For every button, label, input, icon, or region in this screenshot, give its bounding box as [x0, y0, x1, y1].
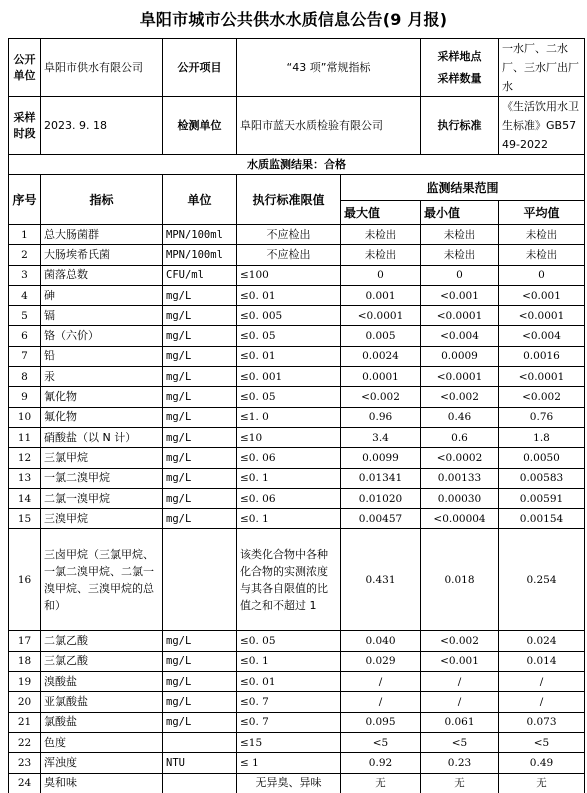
row-avg: 0.00583	[499, 468, 585, 488]
col-limit-header: 执行标准限值	[237, 175, 341, 225]
row-avg: <5	[499, 732, 585, 752]
row-min: 0.00133	[421, 468, 499, 488]
row-min: 0.46	[421, 407, 499, 427]
row-unit: mg/L	[163, 346, 237, 366]
row-indicator: 汞	[41, 367, 163, 387]
row-max: 0.0024	[341, 346, 421, 366]
qty-label: 采样数量	[437, 71, 482, 85]
row-limit: ≤0. 06	[237, 488, 341, 508]
row-max: 0.96	[341, 407, 421, 427]
lab-value: 阜阳市蓝天水质检验有限公司	[237, 97, 421, 155]
row-min: <0.004	[421, 326, 499, 346]
table-row	[9, 672, 585, 692]
row-avg: <0.0001	[499, 367, 585, 387]
row-avg: <0.001	[499, 285, 585, 305]
table-row	[9, 306, 585, 326]
row-avg: 未检出	[499, 225, 585, 245]
water-quality-table	[8, 38, 585, 793]
table-row	[9, 407, 585, 427]
table-row	[9, 529, 585, 631]
row-max: 0	[341, 265, 421, 285]
row-no: 3	[9, 265, 41, 285]
row-limit: ≤0. 7	[237, 692, 341, 712]
col-range-header: 监测结果范围	[341, 175, 585, 201]
row-unit: mg/L	[163, 326, 237, 346]
row-unit: NTU	[163, 753, 237, 773]
col-unit-header: 单位	[163, 175, 237, 225]
row-no: 2	[9, 245, 41, 265]
row-limit: ≤0. 1	[237, 651, 341, 671]
row-limit: ≤0. 1	[237, 509, 341, 529]
row-limit: ≤10	[237, 427, 341, 447]
row-indicator: 氯酸盐	[41, 712, 163, 732]
row-limit: ≤15	[237, 732, 341, 752]
table-row	[9, 387, 585, 407]
row-limit: ≤100	[237, 265, 341, 285]
row-min: <0.0001	[421, 367, 499, 387]
row-min: 未检出	[421, 245, 499, 265]
row-unit: mg/L	[163, 488, 237, 508]
table-row	[9, 732, 585, 752]
page-title: 阜阳市城市公共供水水质信息公告(9 月报)	[139, 10, 448, 29]
row-min: 0.23	[421, 753, 499, 773]
row-avg: 1.8	[499, 427, 585, 447]
row-limit: 不应检出	[237, 245, 341, 265]
row-min: <0.002	[421, 631, 499, 651]
row-max: 0.0099	[341, 448, 421, 468]
row-unit	[163, 732, 237, 752]
row-no: 6	[9, 326, 41, 346]
row-max: 无	[341, 773, 421, 793]
row-no: 8	[9, 367, 41, 387]
row-min: /	[421, 672, 499, 692]
row-no: 11	[9, 427, 41, 447]
row-indicator: 菌落总数	[41, 265, 163, 285]
row-no: 7	[9, 346, 41, 366]
row-limit: ≤0. 05	[237, 387, 341, 407]
table-row	[9, 692, 585, 712]
row-min: <0.0001	[421, 306, 499, 326]
table-row	[9, 448, 585, 468]
row-indicator: 色度	[41, 732, 163, 752]
row-no: 17	[9, 631, 41, 651]
row-min: 0.6	[421, 427, 499, 447]
row-min: 0	[421, 265, 499, 285]
table-row	[9, 468, 585, 488]
row-limit: 无异臭、异味	[237, 773, 341, 793]
row-indicator: 三氯甲烷	[41, 448, 163, 468]
row-no: 22	[9, 732, 41, 752]
result-row	[9, 155, 585, 175]
row-avg: 0	[499, 265, 585, 285]
result-line: 水质监测结果：合格	[9, 155, 585, 175]
project-value: “43 项”常规指标	[237, 39, 421, 97]
row-max: /	[341, 692, 421, 712]
row-max: 3.4	[341, 427, 421, 447]
row-avg: 0.254	[499, 529, 585, 631]
row-limit: ≤0. 1	[237, 468, 341, 488]
row-avg: /	[499, 692, 585, 712]
row-no: 5	[9, 306, 41, 326]
row-avg: <0.0001	[499, 306, 585, 326]
row-max: 0.431	[341, 529, 421, 631]
row-no: 13	[9, 468, 41, 488]
row-indicator: 三氯乙酸	[41, 651, 163, 671]
row-avg: /	[499, 672, 585, 692]
row-max: 0.01020	[341, 488, 421, 508]
row-min: 无	[421, 773, 499, 793]
row-indicator: 镉	[41, 306, 163, 326]
row-limit: ≤0. 001	[237, 367, 341, 387]
row-max: <5	[341, 732, 421, 752]
table-row	[9, 509, 585, 529]
row-avg: <0.004	[499, 326, 585, 346]
row-unit: MPN/100ml	[163, 245, 237, 265]
header-row-1	[9, 175, 585, 201]
row-max: 0.040	[341, 631, 421, 651]
row-min: <0.002	[421, 387, 499, 407]
row-avg: 0.014	[499, 651, 585, 671]
row-min: 0.00030	[421, 488, 499, 508]
table-row	[9, 651, 585, 671]
row-unit: CFU/ml	[163, 265, 237, 285]
row-max: 0.029	[341, 651, 421, 671]
row-indicator: 臭和味	[41, 773, 163, 793]
row-indicator: 铅	[41, 346, 163, 366]
row-limit: ≤ 1	[237, 753, 341, 773]
row-max: 0.005	[341, 326, 421, 346]
row-min: <0.00004	[421, 509, 499, 529]
time-label: 采样时段	[9, 97, 41, 155]
row-unit: mg/L	[163, 651, 237, 671]
row-indicator: 三溴甲烷	[41, 509, 163, 529]
row-max: 0.92	[341, 753, 421, 773]
row-min: <5	[421, 732, 499, 752]
row-max: 0.0001	[341, 367, 421, 387]
row-indicator: 二氯乙酸	[41, 631, 163, 651]
row-no: 9	[9, 387, 41, 407]
lab-label: 检测单位	[163, 97, 237, 155]
row-avg: 0.00591	[499, 488, 585, 508]
row-min: /	[421, 692, 499, 712]
project-label: 公开项目	[163, 39, 237, 97]
row-min: 未检出	[421, 225, 499, 245]
row-unit: mg/L	[163, 427, 237, 447]
row-min: 0.0009	[421, 346, 499, 366]
row-no: 14	[9, 488, 41, 508]
table-row	[9, 427, 585, 447]
row-min: <0.001	[421, 651, 499, 671]
row-limit: ≤1. 0	[237, 407, 341, 427]
table-row	[9, 265, 585, 285]
row-no: 21	[9, 712, 41, 732]
row-indicator: 一氯二溴甲烷	[41, 468, 163, 488]
row-avg: 0.76	[499, 407, 585, 427]
table-row	[9, 285, 585, 305]
row-indicator: 亚氯酸盐	[41, 692, 163, 712]
row-avg: 0.00154	[499, 509, 585, 529]
row-limit: ≤0. 7	[237, 712, 341, 732]
row-limit: ≤0. 01	[237, 346, 341, 366]
table-row	[9, 346, 585, 366]
table-row	[9, 753, 585, 773]
time-value: 2023. 9. 18	[41, 97, 163, 155]
row-no: 12	[9, 448, 41, 468]
row-indicator: 砷	[41, 285, 163, 305]
row-unit: mg/L	[163, 468, 237, 488]
row-indicator: 氟化物	[41, 407, 163, 427]
col-indicator-header: 指标	[41, 175, 163, 225]
std-label: 执行标准	[421, 97, 499, 155]
table-row	[9, 712, 585, 732]
row-unit: mg/L	[163, 367, 237, 387]
row-indicator: 二氯一溴甲烷	[41, 488, 163, 508]
row-min: 0.061	[421, 712, 499, 732]
row-max: 0.01341	[341, 468, 421, 488]
row-indicator: 浑浊度	[41, 753, 163, 773]
col-no-header: 序号	[9, 175, 41, 225]
row-limit: ≤0. 05	[237, 326, 341, 346]
row-unit	[163, 529, 237, 631]
row-max: <0.0001	[341, 306, 421, 326]
col-min-header: 最小值	[421, 201, 499, 225]
row-no: 15	[9, 509, 41, 529]
info-row-1	[9, 39, 585, 97]
col-avg-header: 平均值	[499, 201, 585, 225]
table-row	[9, 326, 585, 346]
row-avg: 0.073	[499, 712, 585, 732]
std-value: 《生活饮用水卫生标准》GB5749-2022	[499, 97, 585, 155]
row-limit: 不应检出	[237, 225, 341, 245]
row-max: 未检出	[341, 225, 421, 245]
row-min: 0.018	[421, 529, 499, 631]
row-max: 0.001	[341, 285, 421, 305]
row-no: 20	[9, 692, 41, 712]
row-unit: mg/L	[163, 448, 237, 468]
row-limit: ≤0. 06	[237, 448, 341, 468]
row-indicator: 大肠埃希氏菌	[41, 245, 163, 265]
table-row	[9, 631, 585, 651]
row-no: 10	[9, 407, 41, 427]
row-limit: ≤0. 005	[237, 306, 341, 326]
row-unit: mg/L	[163, 407, 237, 427]
row-unit: mg/L	[163, 509, 237, 529]
row-max: <0.002	[341, 387, 421, 407]
row-limit: 该类化合物中各种化合物的实测浓度与其各自限值的比值之和不超过 1	[237, 529, 341, 631]
table-row	[9, 225, 585, 245]
org-value: 阜阳市供水有限公司	[41, 39, 163, 97]
row-no: 4	[9, 285, 41, 305]
row-avg: <0.002	[499, 387, 585, 407]
row-unit: mg/L	[163, 692, 237, 712]
row-max: /	[341, 672, 421, 692]
site-qty-labels	[421, 39, 499, 97]
row-max: 0.095	[341, 712, 421, 732]
row-limit: ≤0. 01	[237, 285, 341, 305]
row-no: 23	[9, 753, 41, 773]
row-indicator: 氰化物	[41, 387, 163, 407]
row-unit: MPN/100ml	[163, 225, 237, 245]
row-indicator: 硝酸盐（以 N 计）	[41, 427, 163, 447]
row-limit: ≤0. 01	[237, 672, 341, 692]
row-max: 未检出	[341, 245, 421, 265]
col-max-header: 最大值	[341, 201, 421, 225]
row-avg: 0.0050	[499, 448, 585, 468]
org-label: 公开单位	[9, 39, 41, 97]
table-row	[9, 773, 585, 793]
row-no: 18	[9, 651, 41, 671]
row-avg: 0.024	[499, 631, 585, 651]
row-indicator: 三卤甲烷（三氯甲烷、一氯二溴甲烷、二氯一溴甲烷、三溴甲烷的总和）	[41, 529, 163, 631]
table-row	[9, 245, 585, 265]
row-min: <0.001	[421, 285, 499, 305]
table-row	[9, 488, 585, 508]
table-row	[9, 367, 585, 387]
row-avg: 未检出	[499, 245, 585, 265]
row-unit	[163, 773, 237, 793]
row-min: <0.0002	[421, 448, 499, 468]
row-limit: ≤0. 05	[237, 631, 341, 651]
row-no: 19	[9, 672, 41, 692]
row-unit: mg/L	[163, 672, 237, 692]
row-avg: 0.0016	[499, 346, 585, 366]
row-avg: 0.49	[499, 753, 585, 773]
row-unit: mg/L	[163, 306, 237, 326]
row-no: 1	[9, 225, 41, 245]
row-unit: mg/L	[163, 387, 237, 407]
row-unit: mg/L	[163, 631, 237, 651]
site-label: 采样地点	[437, 49, 482, 63]
row-indicator: 铬（六价）	[41, 326, 163, 346]
info-row-2	[9, 97, 585, 155]
row-no: 24	[9, 773, 41, 793]
row-indicator: 总大肠菌群	[41, 225, 163, 245]
row-no: 16	[9, 529, 41, 631]
row-unit: mg/L	[163, 285, 237, 305]
row-unit: mg/L	[163, 712, 237, 732]
row-avg: 无	[499, 773, 585, 793]
site-value: 一水厂、二水厂、三水厂出厂水	[499, 39, 585, 97]
row-indicator: 溴酸盐	[41, 672, 163, 692]
row-max: 0.00457	[341, 509, 421, 529]
